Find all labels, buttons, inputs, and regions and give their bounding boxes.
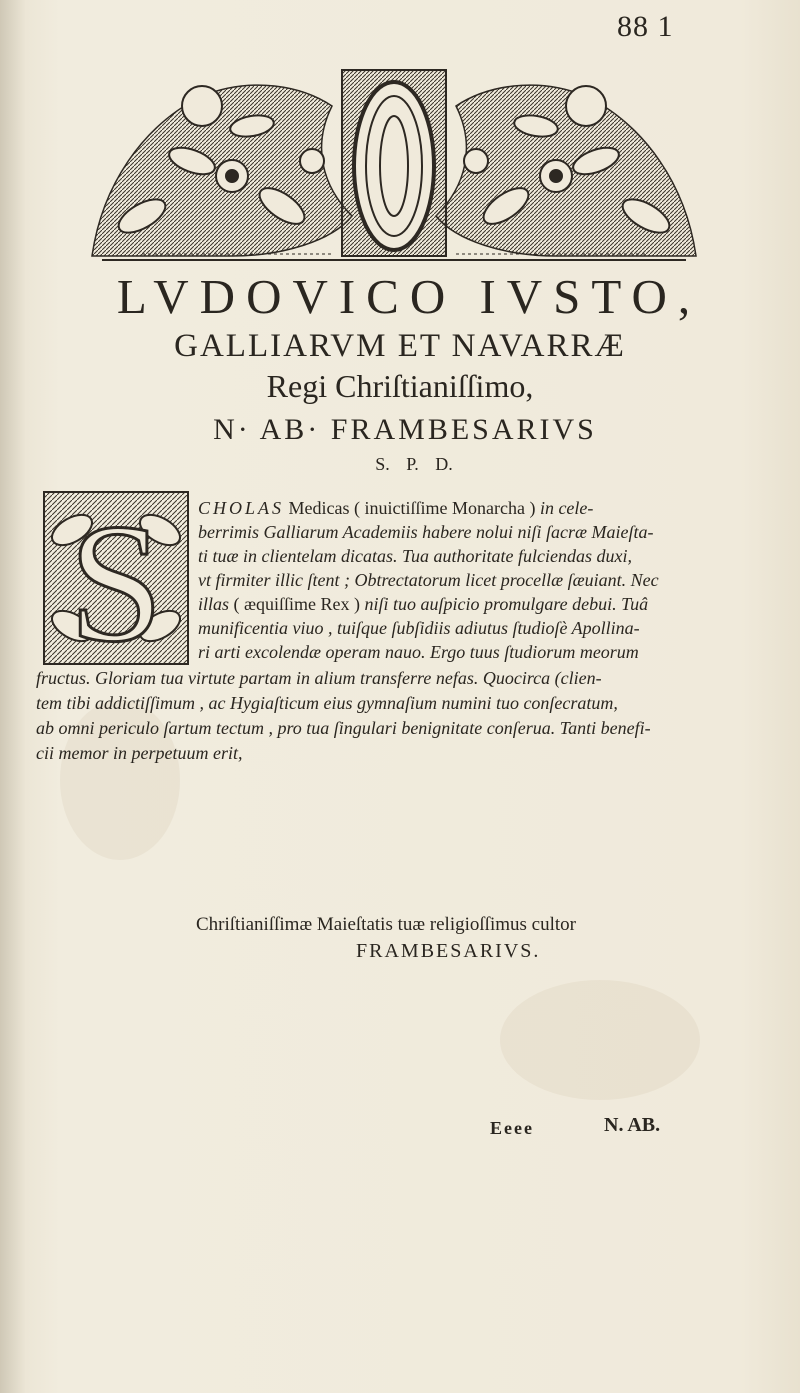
paper-stain <box>500 980 700 1100</box>
dedication-regi: Regi Chriſtianiſſimo, <box>266 368 534 404</box>
page-number: 88 1 <box>617 10 674 43</box>
body-line: fructus. Gloriam tua virtute partam in alium transferre nefas. Quocirca (clien- <box>36 668 602 688</box>
decorated-initial-letter <box>42 490 190 666</box>
body-line: CHOLAS Medicas ( inuictiſſime Monarcha ) in cele- <box>198 498 594 518</box>
signature-mark: Eeee <box>490 1118 534 1138</box>
body-line: ri arti excolendæ operam nauo. Ergo tuus ſtudiorum meorum <box>198 642 639 662</box>
closing-signature: FRAMBESARIVS. <box>356 940 541 962</box>
initial-letter: S <box>68 490 164 666</box>
salutation: S. P. D. <box>375 454 453 474</box>
body-line: tem tibi addictiſſimum , ac Hygiaſticum eius gymnaſium numini tuo conſecratum, <box>36 693 618 713</box>
body-line: ti tuæ in clientelam dicatas. Tua authoritate fulciendas duxi, <box>198 546 632 566</box>
body-line: berrimis Galliarum Academiis habere nolui niſi ſacræ Maieſta- <box>198 522 654 542</box>
closing-formula: Chriſtianiſſimæ Maieſtatis tuæ religioſſimus cultor <box>196 914 576 935</box>
ornamental-headpiece <box>82 66 706 266</box>
body-line: munificentia viuo , tuiſque ſubſidiis adiutus ſtudioſè Apollina- <box>198 618 640 638</box>
dedication-title: LVDOVICO IVSTO, <box>116 269 702 324</box>
body-line: cii memor in perpetuum erit, <box>36 743 243 763</box>
dedication-author: N· AB· FRAMBESARIVS <box>213 413 597 446</box>
body-line: illas ( æquiſſime Rex ) niſi tuo auſpicio promulgare debui. Tuâ <box>198 594 649 614</box>
catchword: N. AB. <box>604 1114 661 1136</box>
dedication-subtitle: GALLIARVM ET NAVARRÆ <box>174 328 626 364</box>
body-line: ab omni periculo ſartum tectum , pro tua ſingulari benignitate conſerua. Tanti benefi- <box>36 718 651 738</box>
body-line: vt firmiter illic ſtent ; Obtrectatorum licet procellæ ſæuiant. Nec <box>198 570 659 590</box>
